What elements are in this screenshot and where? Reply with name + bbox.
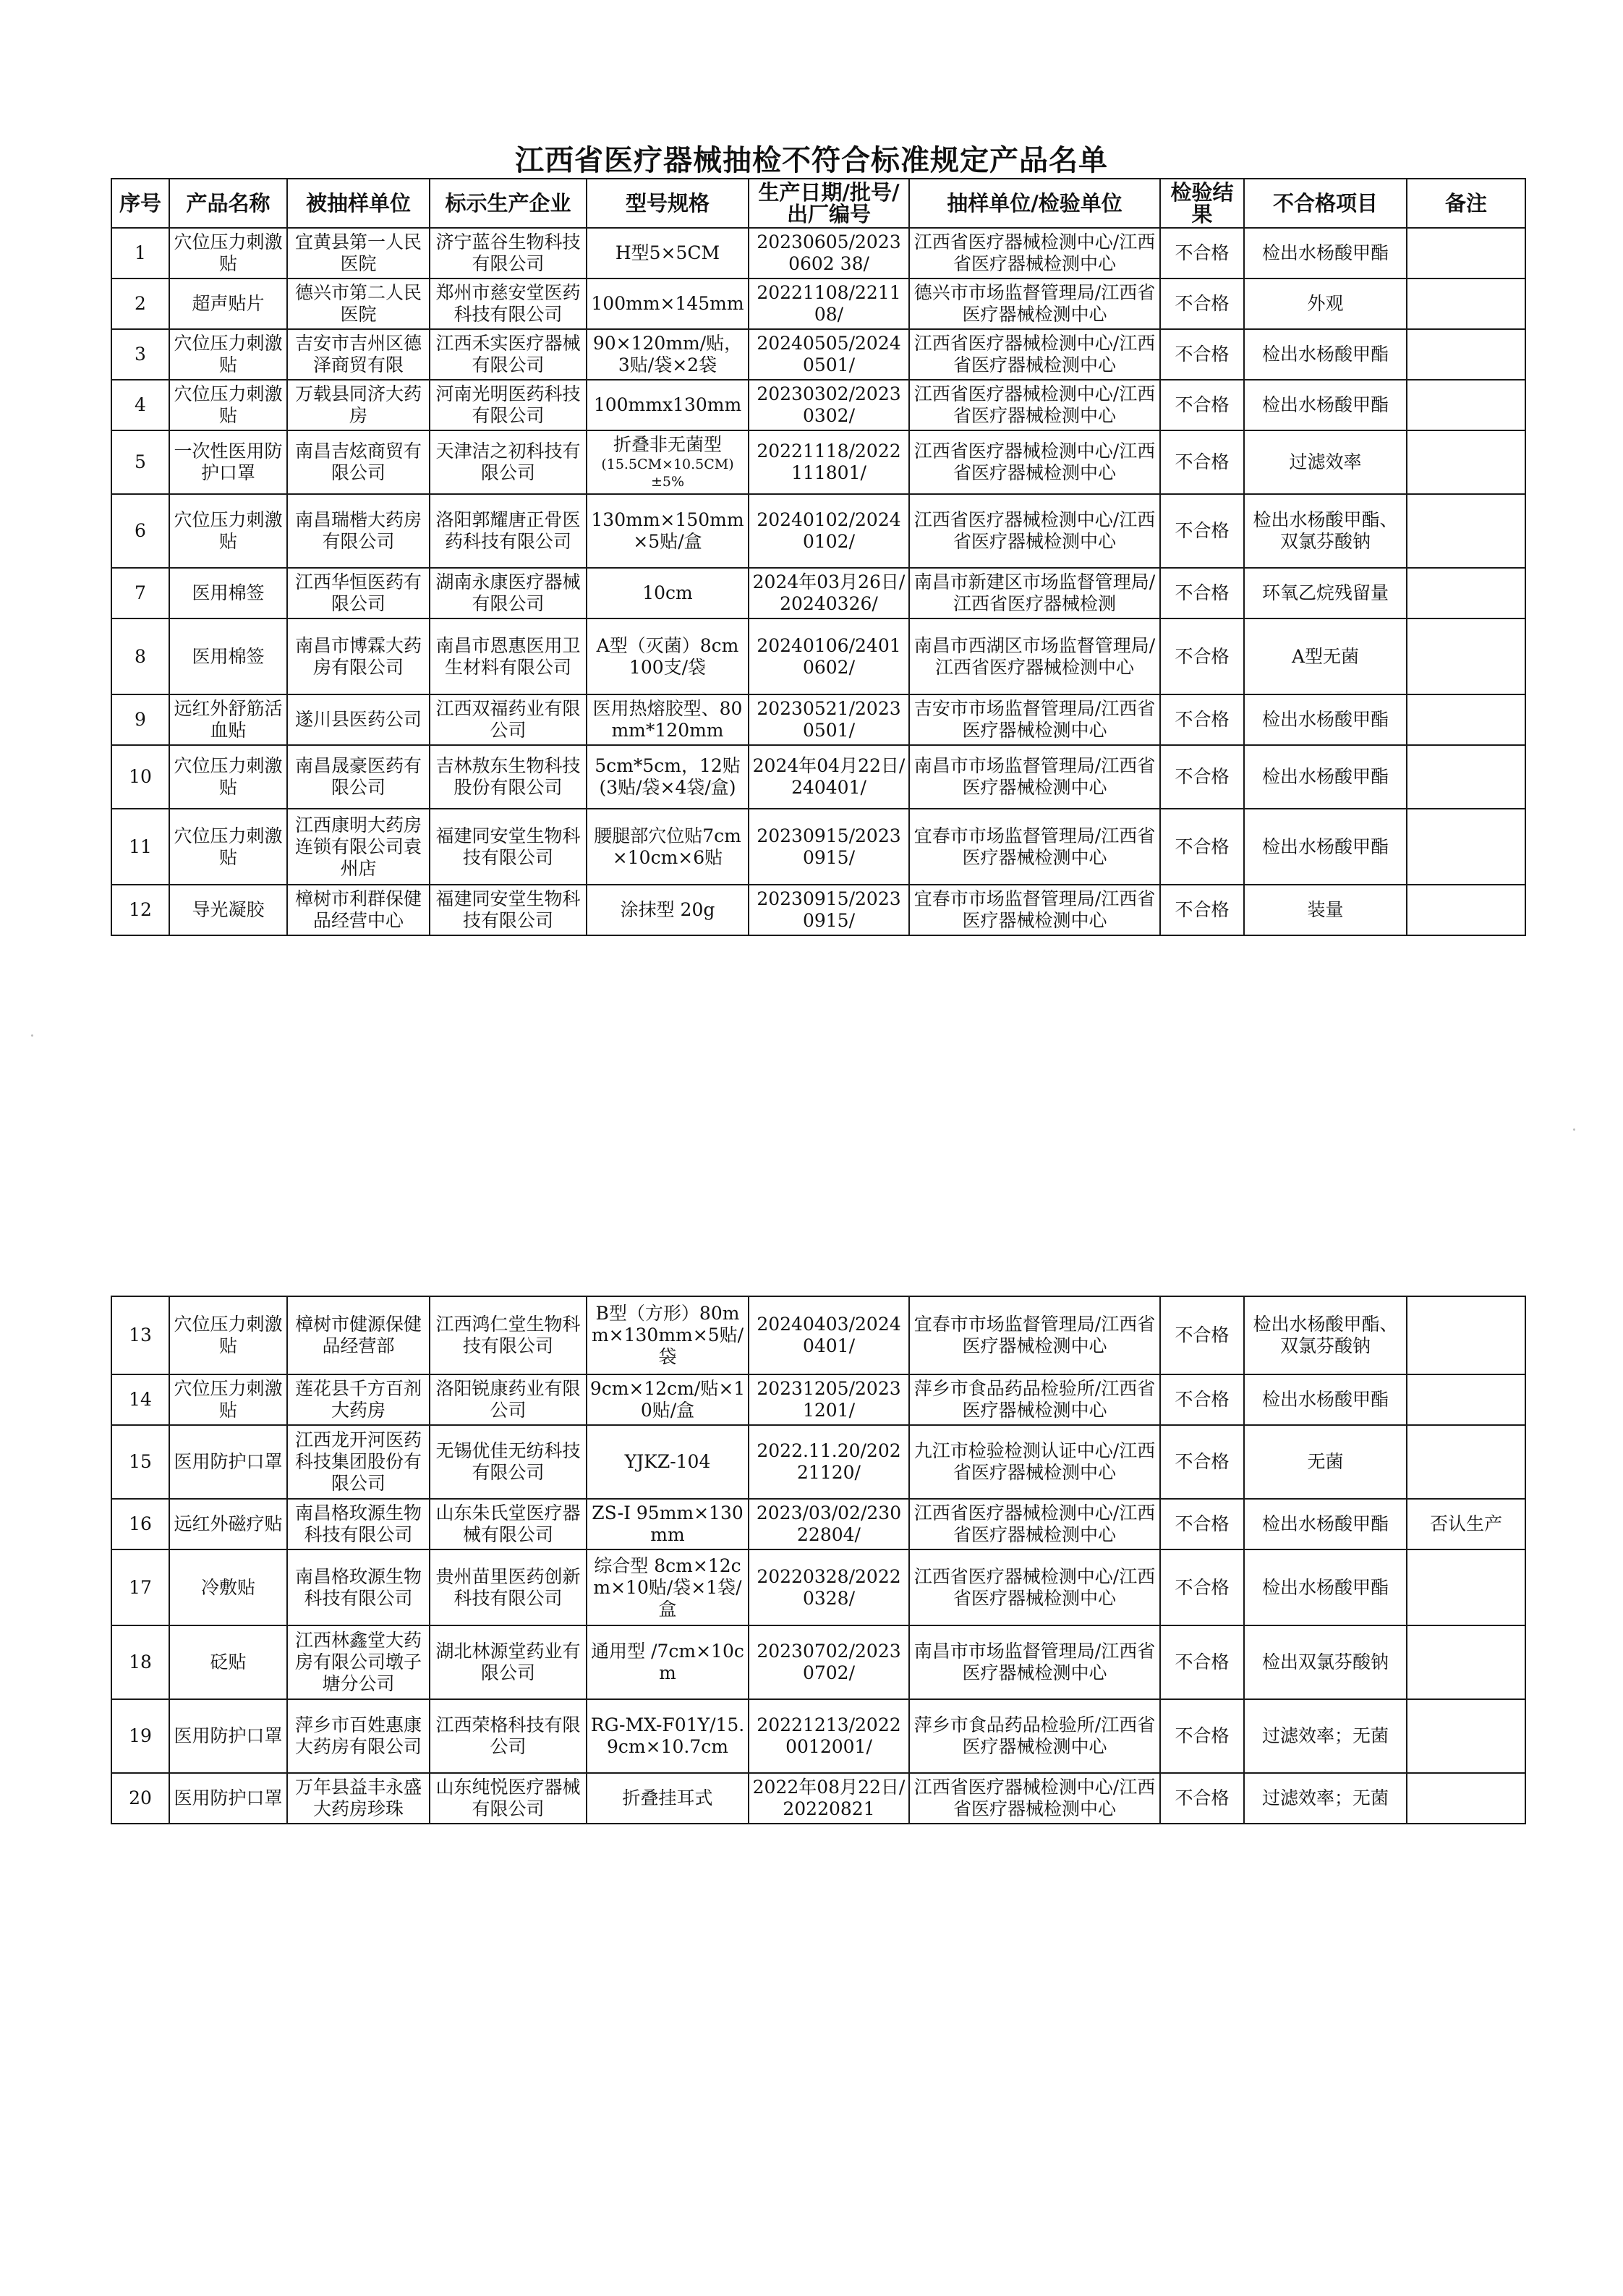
cell-result: 不合格 xyxy=(1160,809,1244,885)
cell-no: 2 xyxy=(111,279,169,329)
cell-sampling-unit: 江西省医疗器械检测中心/江西省医疗器械检测中心 xyxy=(909,1499,1160,1549)
header-result: 检验结果 xyxy=(1160,179,1244,228)
cell-result: 不合格 xyxy=(1160,694,1244,745)
cell-remark xyxy=(1407,1699,1525,1773)
cell-no: 20 xyxy=(111,1773,169,1824)
cell-sampling-unit: 南昌市新建区市场监督管理局/江西省医疗器械检测 xyxy=(909,568,1160,618)
cell-spec: 130mm×150mm×5贴/盒 xyxy=(587,494,749,568)
cell-no: 4 xyxy=(111,380,169,430)
cell-batch: 20230915/20230915/ xyxy=(749,885,909,935)
table-row xyxy=(111,1296,1525,1374)
cell-manufacturer: 洛阳锐康药业有限公司 xyxy=(430,1374,587,1425)
cell-failed-item: 检出水杨酸甲酯 xyxy=(1244,809,1407,885)
cell-sampling-unit: 宜春市市场监督管理局/江西省医疗器械检测中心 xyxy=(909,885,1160,935)
cell-sampled-unit: 莲花县千方百剂大药房 xyxy=(287,1374,430,1425)
cell-remark xyxy=(1407,809,1525,885)
cell-manufacturer: 无锡优佳无纺科技有限公司 xyxy=(430,1425,587,1499)
cell-no: 12 xyxy=(111,885,169,935)
cell-result: 不合格 xyxy=(1160,228,1244,279)
cell-product: 穴位压力刺激贴 xyxy=(169,329,287,380)
cell-failed-item: 检出水杨酸甲酯 xyxy=(1244,745,1407,809)
cell-product: 穴位压力刺激贴 xyxy=(169,1374,287,1425)
cell-product: 砭贴 xyxy=(169,1625,287,1699)
cell-batch: 2024年03月26日/20240326/ xyxy=(749,568,909,618)
cell-remark xyxy=(1407,1773,1525,1824)
cell-batch: 20230915/20230915/ xyxy=(749,809,909,885)
cell-result: 不合格 xyxy=(1160,1773,1244,1824)
cell-no: 5 xyxy=(111,430,169,494)
cell-failed-item: A型无菌 xyxy=(1244,618,1407,694)
cell-failed-item: 检出水杨酸甲酯、双氯芬酸钠 xyxy=(1244,494,1407,568)
cell-sampled-unit: 南昌市博霖大药房有限公司 xyxy=(287,618,430,694)
cell-spec: 9cm×12cm/贴×10贴/盒 xyxy=(587,1374,749,1425)
cell-manufacturer: 洛阳郭耀唐正骨医药科技有限公司 xyxy=(430,494,587,568)
scan-speck xyxy=(31,1034,33,1037)
cell-no: 17 xyxy=(111,1549,169,1625)
cell-manufacturer: 福建同安堂生物科技有限公司 xyxy=(430,885,587,935)
cell-sampled-unit: 南昌格玫源生物科技有限公司 xyxy=(287,1549,430,1625)
cell-sampled-unit: 江西康明大药房连锁有限公司袁州店 xyxy=(287,809,430,885)
cell-no: 11 xyxy=(111,809,169,885)
cell-result: 不合格 xyxy=(1160,1296,1244,1374)
cell-manufacturer: 济宁蓝谷生物科技有限公司 xyxy=(430,228,587,279)
cell-no: 6 xyxy=(111,494,169,568)
cell-no: 16 xyxy=(111,1499,169,1549)
table-row xyxy=(111,279,1525,329)
cell-failed-item: 过滤效率 xyxy=(1244,430,1407,494)
table-row xyxy=(111,809,1525,885)
cell-remark xyxy=(1407,1296,1525,1374)
cell-result: 不合格 xyxy=(1160,1374,1244,1425)
cell-product: 医用防护口罩 xyxy=(169,1425,287,1499)
cell-failed-item: 检出双氯芬酸钠 xyxy=(1244,1625,1407,1699)
cell-spec: 腰腿部穴位贴7cm×10cm×6贴 xyxy=(587,809,749,885)
cell-batch: 20230302/20230302/ xyxy=(749,380,909,430)
cell-product: 穴位压力刺激贴 xyxy=(169,494,287,568)
cell-batch: 20240106/24010602/ xyxy=(749,618,909,694)
cell-result: 不合格 xyxy=(1160,1499,1244,1549)
table-row xyxy=(111,885,1525,935)
cell-manufacturer: 南昌市恩惠医用卫生材料有限公司 xyxy=(430,618,587,694)
cell-no: 15 xyxy=(111,1425,169,1499)
cell-batch: 20221108/221108/ xyxy=(749,279,909,329)
cell-result: 不合格 xyxy=(1160,568,1244,618)
header-manufacturer: 标示生产企业 xyxy=(430,179,587,228)
cell-sampled-unit: 万载县同济大药房 xyxy=(287,380,430,430)
cell-result: 不合格 xyxy=(1160,618,1244,694)
cell-result: 不合格 xyxy=(1160,430,1244,494)
spec-main: 折叠非无菌型 xyxy=(613,434,722,455)
cell-no: 13 xyxy=(111,1296,169,1374)
cell-sampling-unit: 吉安市市场监督管理局/江西省医疗器械检测中心 xyxy=(909,694,1160,745)
cell-batch: 20240505/20240501/ xyxy=(749,329,909,380)
cell-spec: ZS-I 95mm×130mm xyxy=(587,1499,749,1549)
cell-batch: 20221213/20220012001/ xyxy=(749,1699,909,1773)
cell-sampled-unit: 宜黄县第一人民医院 xyxy=(287,228,430,279)
header-sampled-unit: 被抽样单位 xyxy=(287,179,430,228)
cell-manufacturer: 江西双福药业有限公司 xyxy=(430,694,587,745)
cell-sampled-unit: 江西龙开河医药科技集团股份有限公司 xyxy=(287,1425,430,1499)
cell-sampling-unit: 江西省医疗器械检测中心/江西省医疗器械检测中心 xyxy=(909,494,1160,568)
cell-remark xyxy=(1407,329,1525,380)
cell-sampling-unit: 宜春市市场监督管理局/江西省医疗器械检测中心 xyxy=(909,809,1160,885)
cell-sampled-unit: 万年县益丰永盛大药房珍珠 xyxy=(287,1773,430,1824)
header-no: 序号 xyxy=(111,179,169,228)
cell-product: 远红外磁疗贴 xyxy=(169,1499,287,1549)
cell-no: 19 xyxy=(111,1699,169,1773)
cell-failed-item: 检出水杨酸甲酯、双氯芬酸钠 xyxy=(1244,1296,1407,1374)
cell-result: 不合格 xyxy=(1160,1699,1244,1773)
nonconforming-products-table-part-1 xyxy=(111,178,1526,936)
cell-sampling-unit: 南昌市市场监督管理局/江西省医疗器械检测中心 xyxy=(909,745,1160,809)
cell-manufacturer: 天津洁之初科技有限公司 xyxy=(430,430,587,494)
cell-remark xyxy=(1407,494,1525,568)
cell-sampling-unit: 江西省医疗器械检测中心/江西省医疗器械检测中心 xyxy=(909,430,1160,494)
cell-batch: 2022年08月22日/20220821 xyxy=(749,1773,909,1824)
cell-sampled-unit: 遂川县医药公司 xyxy=(287,694,430,745)
cell-product: 医用防护口罩 xyxy=(169,1773,287,1824)
cell-failed-item: 检出水杨酸甲酯 xyxy=(1244,1549,1407,1625)
cell-no: 1 xyxy=(111,228,169,279)
cell-remark xyxy=(1407,1374,1525,1425)
cell-manufacturer: 江西禾实医疗器械有限公司 xyxy=(430,329,587,380)
cell-product: 穴位压力刺激贴 xyxy=(169,1296,287,1374)
cell-sampled-unit: 吉安市吉州区德泽商贸有限 xyxy=(287,329,430,380)
cell-product: 医用棉签 xyxy=(169,568,287,618)
table-row xyxy=(111,618,1525,694)
cell-spec: 90×120mm/贴，3贴/袋×2袋 xyxy=(587,329,749,380)
cell-remark xyxy=(1407,1549,1525,1625)
cell-product: 医用防护口罩 xyxy=(169,1699,287,1773)
cell-failed-item: 检出水杨酸甲酯 xyxy=(1244,694,1407,745)
cell-batch: 20230605/20230602 38/ xyxy=(749,228,909,279)
cell-manufacturer: 湖北林源堂药业有限公司 xyxy=(430,1625,587,1699)
cell-failed-item: 外观 xyxy=(1244,279,1407,329)
cell-product: 超声贴片 xyxy=(169,279,287,329)
cell-product: 穴位压力刺激贴 xyxy=(169,228,287,279)
cell-spec: 100mmx130mm xyxy=(587,380,749,430)
cell-failed-item: 检出水杨酸甲酯 xyxy=(1244,1499,1407,1549)
cell-sampled-unit: 南昌格玫源生物科技有限公司 xyxy=(287,1499,430,1549)
cell-remark xyxy=(1407,745,1525,809)
header-batch: 生产日期/批号/出厂编号 xyxy=(749,179,909,228)
table-row xyxy=(111,694,1525,745)
table-row xyxy=(111,380,1525,430)
cell-result: 不合格 xyxy=(1160,745,1244,809)
cell-batch: 2023/03/02/23022804/ xyxy=(749,1499,909,1549)
spec-dimensions: (15.5CM×10.5CM)±5% xyxy=(601,456,734,490)
cell-failed-item: 检出水杨酸甲酯 xyxy=(1244,329,1407,380)
cell-remark xyxy=(1407,279,1525,329)
cell-spec: H型5×5CM xyxy=(587,228,749,279)
cell-failed-item: 检出水杨酸甲酯 xyxy=(1244,1374,1407,1425)
cell-spec: 100mm×145mm xyxy=(587,279,749,329)
table-header-row xyxy=(111,179,1525,228)
cell-failed-item: 过滤效率；无菌 xyxy=(1244,1773,1407,1824)
cell-batch: 2022.11.20/20221120/ xyxy=(749,1425,909,1499)
cell-remark xyxy=(1407,1425,1525,1499)
cell-spec: 5cm*5cm，12贴(3贴/袋×4袋/盒) xyxy=(587,745,749,809)
cell-failed-item: 过滤效率；无菌 xyxy=(1244,1699,1407,1773)
cell-product: 穴位压力刺激贴 xyxy=(169,380,287,430)
cell-spec: 折叠挂耳式 xyxy=(587,1773,749,1824)
cell-batch: 20230702/20230702/ xyxy=(749,1625,909,1699)
table-row xyxy=(111,1625,1525,1699)
cell-product: 穴位压力刺激贴 xyxy=(169,745,287,809)
cell-sampling-unit: 宜春市市场监督管理局/江西省医疗器械检测中心 xyxy=(909,1296,1160,1374)
scan-speck xyxy=(1573,1128,1575,1131)
cell-result: 不合格 xyxy=(1160,279,1244,329)
cell-manufacturer: 吉林敖东生物科技股份有限公司 xyxy=(430,745,587,809)
cell-manufacturer: 福建同安堂生物科技有限公司 xyxy=(430,809,587,885)
cell-sampled-unit: 德兴市第二人民医院 xyxy=(287,279,430,329)
cell-no: 8 xyxy=(111,618,169,694)
cell-batch: 20220328/20220328/ xyxy=(749,1549,909,1625)
cell-failed-item: 装量 xyxy=(1244,885,1407,935)
cell-spec: B型（方形）80mm×130mm×5贴/袋 xyxy=(587,1296,749,1374)
cell-no: 9 xyxy=(111,694,169,745)
cell-remark xyxy=(1407,1625,1525,1699)
cell-no: 7 xyxy=(111,568,169,618)
table-row xyxy=(111,745,1525,809)
cell-failed-item: 无菌 xyxy=(1244,1425,1407,1499)
cell-sampling-unit: 萍乡市食品药品检验所/江西省医疗器械检测中心 xyxy=(909,1699,1160,1773)
cell-result: 不合格 xyxy=(1160,380,1244,430)
table-row xyxy=(111,1425,1525,1499)
cell-sampled-unit: 樟树市利群保健品经营中心 xyxy=(287,885,430,935)
cell-sampling-unit: 江西省医疗器械检测中心/江西省医疗器械检测中心 xyxy=(909,1549,1160,1625)
cell-batch: 20240403/20240401/ xyxy=(749,1296,909,1374)
cell-manufacturer: 郑州市慈安堂医药科技有限公司 xyxy=(430,279,587,329)
cell-remark xyxy=(1407,568,1525,618)
header-product: 产品名称 xyxy=(169,179,287,228)
cell-sampled-unit: 樟树市健源保健品经营部 xyxy=(287,1296,430,1374)
cell-spec: 涂抹型 20g xyxy=(587,885,749,935)
cell-batch: 20231205/20231201/ xyxy=(749,1374,909,1425)
cell-product: 穴位压力刺激贴 xyxy=(169,809,287,885)
cell-product: 导光凝胶 xyxy=(169,885,287,935)
cell-manufacturer: 湖南永康医疗器械有限公司 xyxy=(430,568,587,618)
cell-sampling-unit: 南昌市西湖区市场监督管理局/江西省医疗器械检测中心 xyxy=(909,618,1160,694)
table-row xyxy=(111,1773,1525,1824)
cell-spec: YJKZ-104 xyxy=(587,1425,749,1499)
cell-sampling-unit: 萍乡市食品药品检验所/江西省医疗器械检测中心 xyxy=(909,1374,1160,1425)
cell-sampling-unit: 德兴市市场监督管理局/江西省医疗器械检测中心 xyxy=(909,279,1160,329)
cell-remark: 否认生产 xyxy=(1407,1499,1525,1549)
cell-result: 不合格 xyxy=(1160,329,1244,380)
table-row xyxy=(111,228,1525,279)
header-failed-item: 不合格项目 xyxy=(1244,179,1407,228)
cell-spec: 10cm xyxy=(587,568,749,618)
cell-sampling-unit: 江西省医疗器械检测中心/江西省医疗器械检测中心 xyxy=(909,329,1160,380)
header-spec: 型号规格 xyxy=(587,179,749,228)
table-row xyxy=(111,430,1525,494)
cell-spec: 通用型 /7cm×10cm xyxy=(587,1625,749,1699)
cell-spec: A型（灭菌）8cm 100支/袋 xyxy=(587,618,749,694)
cell-manufacturer: 山东朱氏堂医疗器械有限公司 xyxy=(430,1499,587,1549)
nonconforming-products-table-part-2 xyxy=(111,1296,1526,1824)
cell-manufacturer: 江西鸿仁堂生物科技有限公司 xyxy=(430,1296,587,1374)
cell-batch: 20221118/2022111801/ xyxy=(749,430,909,494)
cell-product: 远红外舒筋活血贴 xyxy=(169,694,287,745)
cell-no: 18 xyxy=(111,1625,169,1699)
cell-batch: 20240102/20240102/ xyxy=(749,494,909,568)
cell-remark xyxy=(1407,885,1525,935)
cell-result: 不合格 xyxy=(1160,1549,1244,1625)
cell-result: 不合格 xyxy=(1160,1425,1244,1499)
cell-sampling-unit: 江西省医疗器械检测中心/江西省医疗器械检测中心 xyxy=(909,1773,1160,1824)
cell-batch: 20230521/20230501/ xyxy=(749,694,909,745)
table-row xyxy=(111,1699,1525,1773)
table-row xyxy=(111,1499,1525,1549)
cell-spec xyxy=(587,430,749,494)
cell-result: 不合格 xyxy=(1160,1625,1244,1699)
cell-manufacturer: 贵州苗里医药创新科技有限公司 xyxy=(430,1549,587,1625)
cell-remark xyxy=(1407,380,1525,430)
cell-manufacturer: 江西荣格科技有限公司 xyxy=(430,1699,587,1773)
cell-sampled-unit: 南昌瑞楷大药房有限公司 xyxy=(287,494,430,568)
page-title: 江西省医疗器械抽检不符合标准规定产品名单 xyxy=(515,144,1108,177)
cell-remark xyxy=(1407,430,1525,494)
cell-product: 医用棉签 xyxy=(169,618,287,694)
cell-no: 10 xyxy=(111,745,169,809)
cell-batch: 2024年04月22日/240401/ xyxy=(749,745,909,809)
header-remark: 备注 xyxy=(1407,179,1525,228)
cell-remark xyxy=(1407,228,1525,279)
cell-spec: RG-MX-F01Y/15.9cm×10.7cm xyxy=(587,1699,749,1773)
cell-product: 冷敷贴 xyxy=(169,1549,287,1625)
cell-failed-item: 环氧乙烷残留量 xyxy=(1244,568,1407,618)
table-row xyxy=(111,494,1525,568)
cell-sampled-unit: 南昌吉炫商贸有限公司 xyxy=(287,430,430,494)
cell-sampling-unit: 江西省医疗器械检测中心/江西省医疗器械检测中心 xyxy=(909,228,1160,279)
cell-sampled-unit: 萍乡市百姓惠康大药房有限公司 xyxy=(287,1699,430,1773)
cell-failed-item: 检出水杨酸甲酯 xyxy=(1244,380,1407,430)
cell-sampled-unit: 江西华恒医药有限公司 xyxy=(287,568,430,618)
header-sampling-unit: 抽样单位/检验单位 xyxy=(909,179,1160,228)
table-row xyxy=(111,1549,1525,1625)
cell-remark xyxy=(1407,694,1525,745)
cell-result: 不合格 xyxy=(1160,885,1244,935)
cell-result: 不合格 xyxy=(1160,494,1244,568)
cell-manufacturer: 河南光明医药科技有限公司 xyxy=(430,380,587,430)
cell-sampling-unit: 南昌市市场监督管理局/江西省医疗器械检测中心 xyxy=(909,1625,1160,1699)
cell-no: 3 xyxy=(111,329,169,380)
cell-manufacturer: 山东纯悦医疗器械有限公司 xyxy=(430,1773,587,1824)
cell-spec: 综合型 8cm×12cm×10贴/袋×1袋/盒 xyxy=(587,1549,749,1625)
cell-sampled-unit: 江西林鑫堂大药房有限公司墩子塘分公司 xyxy=(287,1625,430,1699)
cell-sampling-unit: 江西省医疗器械检测中心/江西省医疗器械检测中心 xyxy=(909,380,1160,430)
cell-failed-item: 检出水杨酸甲酯 xyxy=(1244,228,1407,279)
table-row xyxy=(111,568,1525,618)
cell-sampling-unit: 九江市检验检测认证中心/江西省医疗器械检测中心 xyxy=(909,1425,1160,1499)
table-row xyxy=(111,1374,1525,1425)
cell-no: 14 xyxy=(111,1374,169,1425)
cell-spec: 医用热熔胶型、80mm*120mm xyxy=(587,694,749,745)
cell-product: 一次性医用防护口罩 xyxy=(169,430,287,494)
table-row xyxy=(111,329,1525,380)
cell-remark xyxy=(1407,618,1525,694)
cell-sampled-unit: 南昌晟豪医药有限公司 xyxy=(287,745,430,809)
